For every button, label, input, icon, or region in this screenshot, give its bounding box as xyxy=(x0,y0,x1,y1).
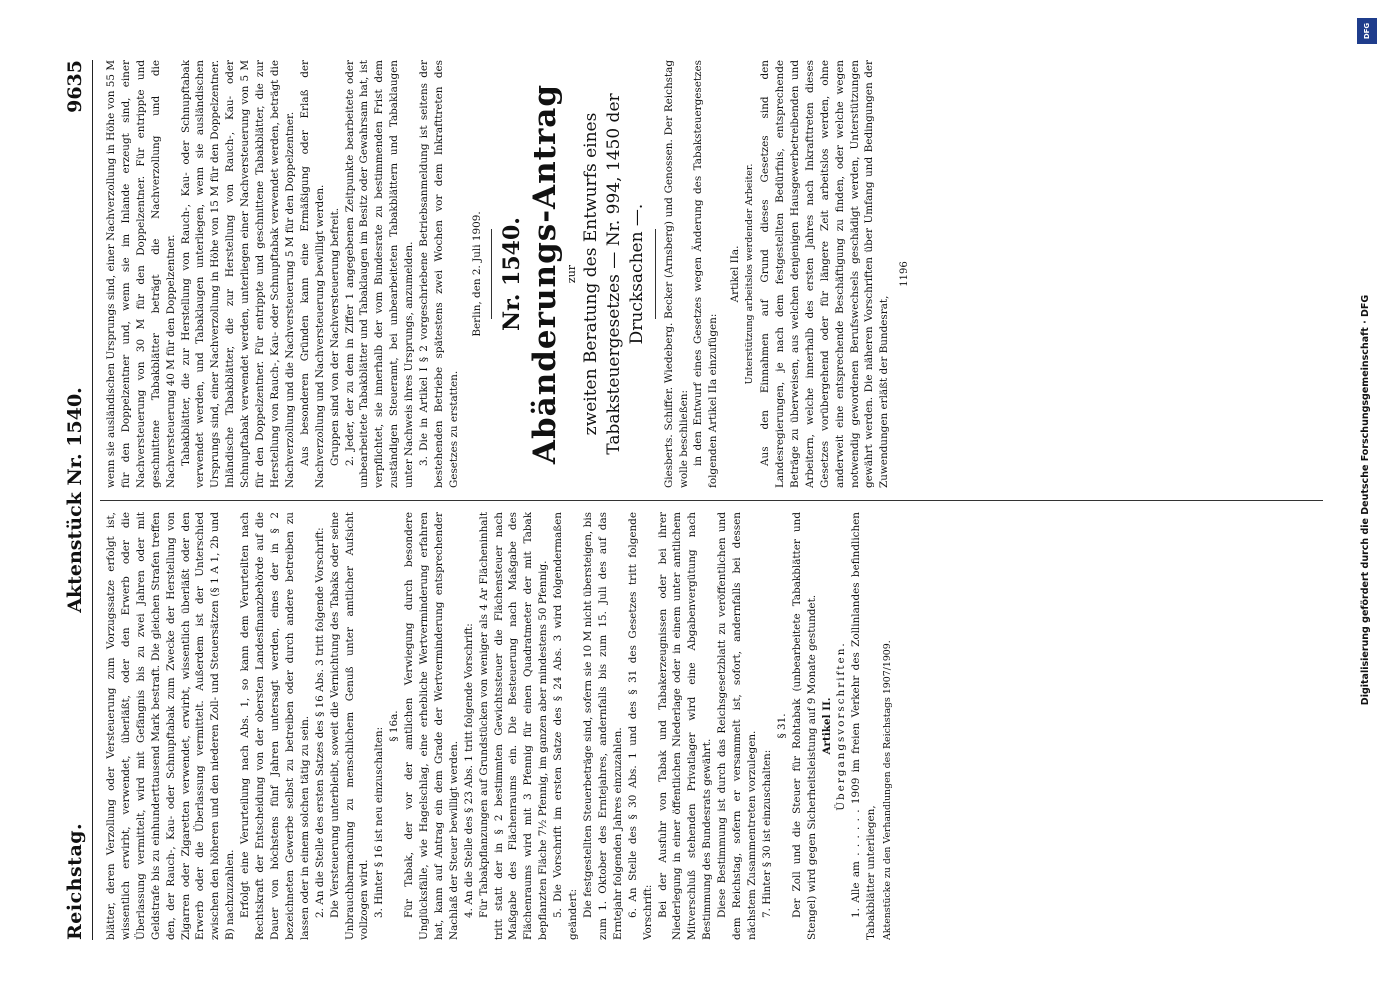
title-connector: zur xyxy=(564,264,578,284)
section-heading: § 16a. xyxy=(388,710,401,742)
separator-rule xyxy=(491,229,492,319)
paragraph: 5. Die Vorschrift im ersten Satze des § 24 Abs. 3 wird folgendermaßen geändert: xyxy=(552,512,580,940)
document-number: Nr. 1540. xyxy=(498,217,525,331)
article-heading: Artikel II. xyxy=(820,697,833,755)
dfg-logo: DFG xyxy=(1357,18,1377,44)
paragraph: Bei der Ausfuhr von Tabak und Tabakerzeugnissen oder bei ihrer Niederlegung in einer öffentlichen Niederlage oder in einem unter amtlichem Mitverschluß stehenden Privatlager wird eine Abgabenvergütung nach Bestimmung des Bundesrats gewährt. xyxy=(656,512,714,940)
left-column xyxy=(104,512,1323,940)
page-header xyxy=(62,60,93,940)
header-title: Aktenstück Nr. 1540. xyxy=(64,387,86,613)
section-heading: § 31. xyxy=(775,713,788,739)
paragraph: 1. Alle am . . . . . . 1909 im freien Verkehr des Zollinlandes befindlichen Tabakblätter unterliegen, xyxy=(850,512,878,940)
digitization-sidebar xyxy=(1355,10,1379,990)
motion-paragraph: in den Entwurf eines Gesetzes wegen Änderung des Tabaksteuergesetzes folgenden Artikel IIa einzufügen: xyxy=(692,60,720,488)
paragraph: Für Tabak, der vor der amtlichen Verwiegung durch besondere Unglücksfälle, wie Hagelschlag, eine erhebliche Wertverminderung erfahren hat, kann auf Antrag ein dem Grade der Wertverminderung entsprechender Nachlaß der Steuer bewilligt werden. xyxy=(403,512,460,940)
bottom-page-number: 1196 xyxy=(899,261,911,287)
document-date: Berlin, den 2. Juli 1909. xyxy=(470,211,483,337)
article-subheading: Übergangsvorschriften. xyxy=(835,641,848,811)
page-number: 9635 xyxy=(64,60,86,113)
paragraph: Tabakblätter, die zur Herstellung von Rauch-, Kau- oder Schnupftabak verwendet werden, und Tabaklaugen unterliegen, wenn sie ausländischen Ursprungs sind, einer Nachverzollung in Höhe von 15 M für den Doppelzentner. Inländische Tabakblätter, die zur Herstellung von Rauch-, Kau- oder Schnupftabak verwendet werden, unterliegen einer Nachversteuerung von 5 M für den Doppelzentner. Für entrippte und geschnittene Tabakblätter, die zur Herstellung von Rauch-, Kau- oder Schnupftabak verwendet werden, beträgt die Nachverzollung und die Nachversteuerung 5 M für den Doppelzentner. xyxy=(179,60,296,488)
column-divider xyxy=(100,500,1323,501)
paragraph: Aus besonderen Gründen kann eine Ermäßigung oder Erlaß der Nachverzollung und Nachversteuerung bewilligt werden. xyxy=(298,60,326,488)
article-subheading: Unterstützung arbeitslos werdender Arbeiter. xyxy=(744,163,756,385)
article-text: Aus den Einnahmen auf Grund dieses Gesetzes sind den Landesregierungen, je nach dem festgestellten Bedürfnis, entsprechende Beträge zu überweisen, aus welchen denjenigen Hausgewerbetreibenden und Arbeitern, welche innerhalb des ersten Jahres nach Inkrafttreten dieses Gesetzes vorübergehend oder für längere Zeit arbeitslos werden, ohne anderweit eine entsprechende Beschäftigung zu finden, oder welche wegen notwendig gewordenen Berufswechsels geschädigt werden, Unterstützungen gewährt werden. Die näheren Vorschriften über Umfang und Bedingungen der Zuwendungen erläßt der Bundesrat, xyxy=(759,60,891,488)
document-title: Abänderungs-Antrag xyxy=(526,83,563,465)
paragraph: 3. Die in Artikel I § 2 vorgeschriebene Betriebsanmeldung ist seitens der bestehenden Betriebe spätestens zwei Wochen vor dem Inkrafttreten des Gesetzes zu erstatten. xyxy=(418,60,460,488)
paragraph: blätter, deren Verzollung oder Versteuerung zum Vorzugssatze erfolgt ist, wissentlich erwirbt, verwendet, überläßt, oder den Erwerb oder die Überlassung vermittelt, wird mit Gefängnis bis zu zwei Jahren oder mit Geldstrafe bis zu einhunderttausend Mark bestraft. Die gleichen Strafen treffen den, der Rauch-, Kau- oder Schnupftabak zum Zwecke der Herstellung von Zigarren oder Zigaretten verwendet, erwirbt, wissentlich überläßt oder den Erwerb oder die Überlassung vermittelt. Außerdem ist der Unterschied zwischen den höheren und den niederen Zoll- und Steuersätzen (§ 1 A 1, 2b und B) nachzuzahlen. xyxy=(105,512,237,940)
paragraph: Die festgestellten Steuerbeträge sind, sofern sie 10 M nicht übersteigen, bis zum 1. Oktober des Erntejahres, andernfalls bis zum 15. Juli des auf das Erntejahr folgenden Jahres einzuzahlen. xyxy=(582,512,624,940)
paragraph: 7. Hinter § 30 ist einzuschalten: xyxy=(760,749,773,918)
paragraph: Gruppen sind von der Nachversteuerung befreit. xyxy=(328,207,341,466)
paragraph: Diese Bestimmung ist durch das Reichsgesetzblatt zu veröffentlichen und dem Reichstag, sofern er versammelt ist, sofort, andernfalls bei dessen nächstem Zusammentreten vorzulegen. xyxy=(716,512,758,940)
article-heading: Artikel IIa. xyxy=(729,245,742,303)
paragraph: 2. An die Stelle des ersten Satzes des § 16 Abs. 3 tritt folgende Vorschrift: xyxy=(313,527,326,918)
paragraph: Für Tabakpflanzungen auf Grundstücken von weniger als 4 Ar Flächeninhalt tritt statt der in § 2 bestimmten Gewichtssteuer die Flächensteuer nach Maßgabe des Flächenraums ein. Die Besteuerung nach Maßgabe des Flächenraums wird mit 3 Pfennig für einen Quadratmeter der mit Tabak bepflanzten Fläche 7½ Pfennig, im ganzen aber mindestens 50 Pfennig. xyxy=(477,512,550,940)
footnote: Aktenstücke zu den Verhandlungen des Reichstags 1907/1909. xyxy=(882,640,894,940)
paragraph: 3. Hinter § 16 ist neu einzuschalten: xyxy=(373,726,386,918)
header-left: Reichstag. xyxy=(64,822,86,940)
paragraph: 2. Jeder, der zu dem in Ziffer 1 angegebenen Zeitpunkte bearbeitete oder unbearbeitete Tabakblätter und Tabaklaugen im Besitz oder Gewahrsam hat, ist verpflichtet, sie innerhalb der vom Bundesrate zu bestimmenden Frist dem zuständigen Steueramt, bei unbearbeiteten Tabakblättern und Tabaklaugen unter Nachweis ihres Ursprungs, anzumelden. xyxy=(343,60,416,488)
title-description: zweiten Beratung des Entwurfs eines Tabaksteuergesetzes — Nr. 994, 1450 der Drucksachen —. xyxy=(580,93,647,455)
paragraph: Der Zoll und die Steuer für Rohtabak (unbearbeitete Tabakblätter und Stengel) wird gegen Sicherheitsleistung auf 9 Monate gestundet. xyxy=(790,512,818,940)
paragraph: Erfolgt eine Verurteilung nach Abs. 1, so kann dem Verurteilten nach Rechtskraft der Entscheidung von der obersten Landesfinanzbehörde auf die Dauer von höchstens fünf Jahren untersagt werden, eines der in § 2 bezeichneten Gewerbe selbst zu betreiben oder durch andere betreiben zu lassen oder in einem solchen tätig zu sein. xyxy=(239,512,311,940)
paragraph: Die Versteuerung unterbleibt, soweit die Vernichtung des Tabaks oder seine Unbrauchbarmachung zu menschlichem Genuß unter amtlicher Aufsicht vollzogen wird. xyxy=(328,512,371,940)
paragraph: 6. An Stelle des § 30 Abs. 1 und des § 31 des Gesetzes tritt folgende Vorschrift: xyxy=(626,512,654,940)
separator-rule xyxy=(655,229,656,319)
right-column xyxy=(104,60,1323,488)
paragraph: 4. An die Stelle des § 23 Abs. 1 tritt folgende Vorschrift: xyxy=(462,623,475,918)
paragraph: wenn sie ausländischen Ursprungs sind, einer Nachverzollung in Höhe von 55 M für den Doppelzentner und, wenn sie im Inlande erzeugt sind, einer Nachversteuerung von 30 M für den Doppelzentner. Für entrippte und geschnittene Tabakblätter beträgt die Nachverzollung und die Nachversteuerung 40 M für den Doppelzentner. xyxy=(105,60,177,488)
motion-paragraph: Giesberts. Schiffer. Wiedeberg. Becker (Arnsberg) und Genossen. Der Reichstag wolle beschließen: xyxy=(662,60,690,488)
funding-notice: Digitalisierung gefördert durch die Deutsche Forschungsgemeinschaft · DFG xyxy=(1360,294,1371,706)
